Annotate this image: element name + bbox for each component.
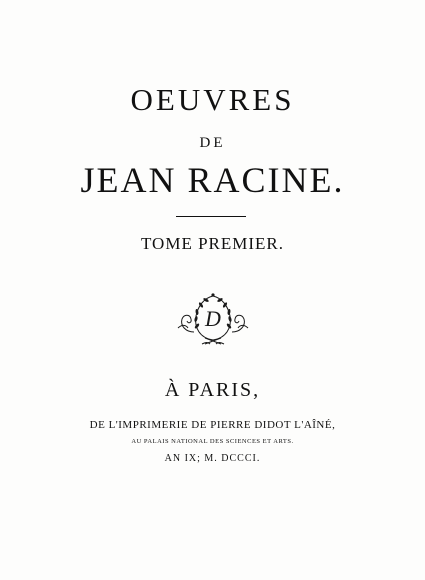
author-name: JEAN RACINE.: [80, 160, 345, 200]
wreath-monogram-icon: [172, 288, 254, 346]
monogram-letter: D: [205, 306, 221, 331]
publication-date: AN IX; M. DCCCI.: [164, 453, 261, 464]
printer-name: DE L'IMPRIMERIE DE PIERRE DIDOT L'AÎNÉ,: [89, 419, 336, 431]
book-title: OEUVRES: [130, 82, 295, 117]
volume-label: TOME PREMIER.: [140, 234, 285, 253]
printer-address: AU PALAIS NATIONAL DES SCIENCES ET ARTS.: [131, 438, 294, 445]
publication-place: À PARIS,: [164, 379, 261, 401]
title-connector: DE: [199, 135, 226, 151]
title-divider: [176, 216, 246, 217]
